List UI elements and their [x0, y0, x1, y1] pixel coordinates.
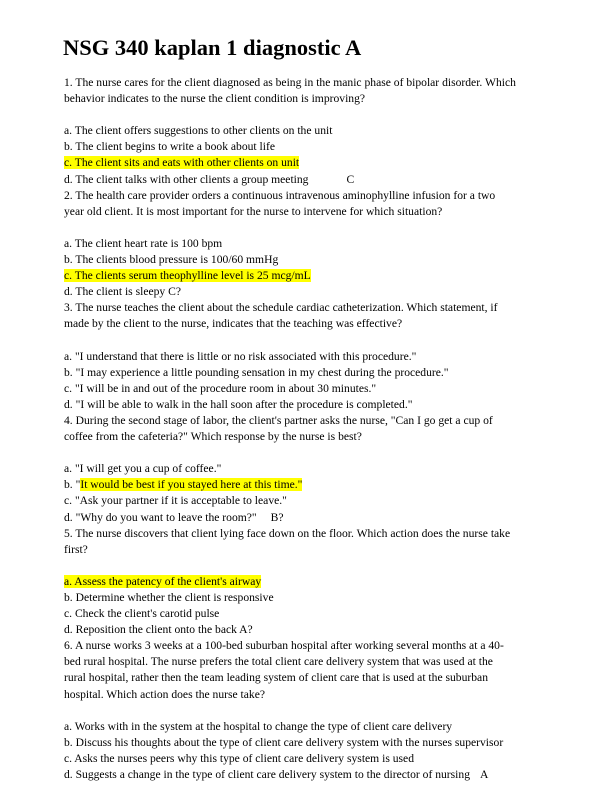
- highlighted-answer-option-b: It would be best if you stayed here at this time.": [80, 478, 303, 492]
- question-stem-line: coffee from the cafeteria?" Which response by the nurse is best?: [64, 430, 362, 444]
- document-title: NSG 340 kaplan 1 diagnostic A: [63, 35, 362, 60]
- document-body: [64, 75, 554, 783]
- question-stem-line: 1. The nurse cares for the client diagnosed as being in the manic phase of bipolar disorder. Which: [64, 76, 516, 89]
- answer-option-b: b. The clients blood pressure is 100/60 mmHg: [64, 253, 279, 267]
- question-1: [64, 75, 554, 188]
- answer-option-c: c. "Ask your partner if it is acceptable to leave.": [64, 494, 287, 508]
- answer-option-b: b. The client begins to write a book about life: [64, 140, 275, 154]
- answer-option-d: d. The client talks with other clients a group meeting: [64, 172, 309, 186]
- answer-option-b-row: [64, 477, 554, 493]
- highlighted-answer-option-c: c. The client sits and eats with other clients on unit: [64, 156, 300, 170]
- answer-option-c: c. Check the client's carotid pulse: [64, 607, 220, 621]
- answer-option-d: d. "I will be able to walk in the hall soon after the procedure is completed.": [64, 397, 413, 411]
- question-stem-line: behavior indicates to the nurse the client condition is improving?: [64, 92, 366, 106]
- answer-option-d-row: [64, 767, 554, 783]
- answer-option-b: b. "I may experience a little pounding sensation in my chest during the procedure.": [64, 365, 449, 379]
- answer-option-d-row: [64, 510, 554, 526]
- question-4: [64, 413, 554, 526]
- question-stem-line: first?: [64, 542, 88, 556]
- answer-option-d: d. Reposition the client onto the back A?: [64, 623, 253, 637]
- answer-option-c: c. Asks the nurses peers why this type of client care delivery system is used: [64, 751, 414, 765]
- answer-option-a: a. The client offers suggestions to other clients on the unit: [64, 124, 333, 138]
- handwritten-answer-mark: A: [480, 768, 489, 782]
- question-stem-line: rural hospital, rather then the team leading system of client care that is used at the suburban: [64, 671, 488, 685]
- question-stem-line: bed rural hospital. The nurse prefers the total client care delivery system that was used at the: [64, 655, 493, 669]
- highlighted-answer-option-c: c. The clients serum theophylline level is 25 mcg/mL: [64, 269, 311, 283]
- answer-option-d-row: [64, 172, 554, 188]
- highlighted-answer-option-a: a. Assess the patency of the client's airway: [64, 574, 262, 588]
- question-stem-line: 5. The nurse discovers that client lying face down on the floor. Which action does the nurse take: [64, 526, 511, 540]
- question-stem-line: hospital. Which action does the nurse take?: [64, 687, 266, 701]
- question-stem-line: 4. During the second stage of labor, the client's partner asks the nurse, "Can I go get a cup of: [64, 413, 493, 427]
- answer-option-a: a. Works with in the system at the hospital to change the type of client care delivery: [64, 719, 453, 733]
- question-stem-line: 3. The nurse teaches the client about the schedule cardiac catheterization. Which statement, if: [64, 301, 498, 315]
- question-stem-line: 6. A nurse works 3 weeks at a 100-bed suburban hospital after working several months at a 40-: [64, 639, 504, 653]
- answer-option-d: d. Suggests a change in the type of client care delivery system to the director of nursing: [64, 768, 470, 782]
- handwritten-answer-mark: C: [346, 172, 355, 186]
- handwritten-answer-mark: B?: [270, 510, 284, 524]
- answer-option-a: a. "I understand that there is little or no risk associated with this procedure.": [64, 349, 417, 363]
- answer-option-d: d. "Why do you want to leave the room?": [64, 510, 257, 524]
- answer-option-a: a. The client heart rate is 100 bpm: [64, 236, 223, 250]
- answer-option-d: d. The client is sleepy C?: [64, 285, 181, 299]
- question-stem-line: made by the client to the nurse, indicates that the teaching was effective?: [64, 317, 403, 331]
- question-stem-line: 2. The health care provider orders a continuous intravenous aminophylline infusion for a two: [64, 188, 496, 202]
- answer-option-c: c. "I will be in and out of the procedure room in about 30 minutes.": [64, 381, 377, 395]
- question-3: [64, 300, 554, 413]
- question-2: [64, 188, 554, 301]
- answer-option-b: b. Discuss his thoughts about the type of client care delivery system with the nurses supervisor: [64, 735, 504, 749]
- question-6: [64, 638, 554, 783]
- answer-option-a: a. "I will get you a cup of coffee.": [64, 462, 222, 476]
- question-5: [64, 526, 554, 639]
- answer-option-b-prefix: b. ": [64, 478, 81, 492]
- answer-option-b: b. Determine whether the client is responsive: [64, 591, 274, 604]
- question-stem-line: year old client. It is most important for the nurse to intervene for which situation?: [64, 204, 443, 218]
